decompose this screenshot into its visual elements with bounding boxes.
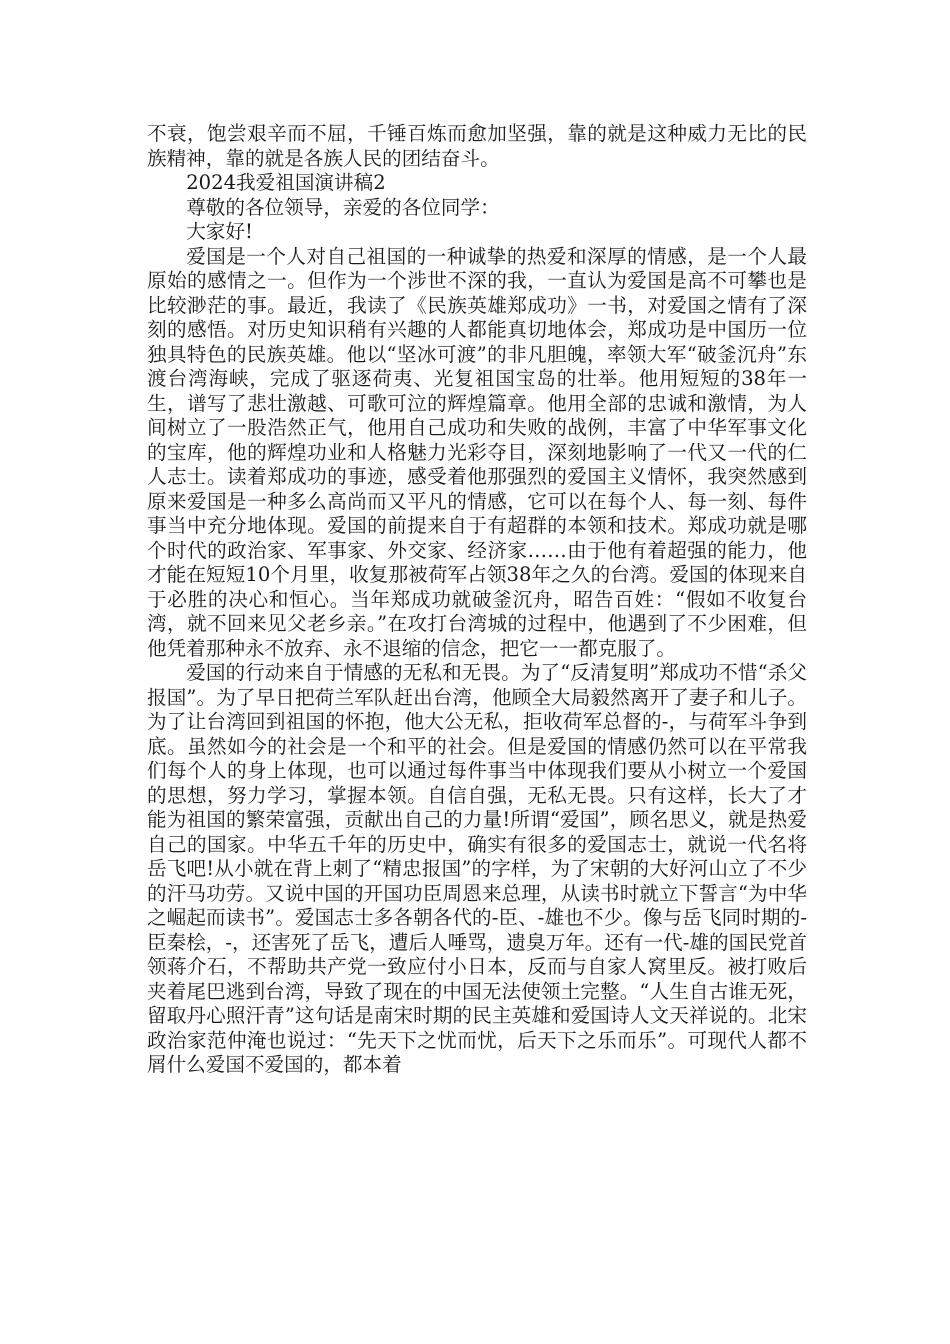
speech-title: 2024我爱祖国演讲稿2 xyxy=(186,171,386,194)
paragraph-zheng-chenggong: 爱国是一个人对自己祖国的一种诚挚的热爱和深厚的情感，是一个人最原始的感情之一。但作为一个涉世不深的我，一直认为爱国是高不可攀也是比较渺茫的事。最近，我读了《民族英雄郑成功》一书，对爱国之情有了深刻的感悟。对历史知识稍有兴趣的人都能真切地体会，郑成功是中国历一位独具特色的民族英雄。他以“坚冰可渡”的非凡胆魄，率领大军“破釜沉舟”东渡台湾海峡，完成了驱逐荷夷、光复祖国宝岛的壮举。他用短短的38年一生，谱写了悲壮激越、可歌可泣的辉煌篇章。他用全部的忠诚和激情，为人间树立了一股浩然正气，他用自己成功和失败的战例，丰富了中华军事文化的宝库，他的辉煌功业和人格魅力光彩夺目，深刻地影响了一代又一代的仁人志士。读着郑成功的事迹，感受着他那强烈的爱国主义情怀，我突然感到原来爱国是一种多么高尚而又平凡的情感，它可以在每个人、每一刻、每件事当中充分地体现。爱国的前提来自于有超群的本领和技术。郑成功就是哪个时代的政治家、军事家、外交家、经济家……由于他有着超强的能力，他才能在短短10个月里，收复那被荷军占领38年之久的台湾。爱国的体现来自于必胜的决心和恒心。当年郑成功就破釜沉舟，昭告百姓：“假如不收复台湾，就不回来见父老乡亲。”在攻打台湾城的过程中，他遇到了不少困难，但他凭着那种永不放弃、永不退缩的信念，把它一一都克服了。 xyxy=(147,244,807,660)
salutation: 尊敬的各位领导，亲爱的各位同学： xyxy=(186,195,500,219)
document-body xyxy=(147,122,807,1078)
paragraph-patriotic-action: 爱国的行动来自于情感的无私和无畏。为了“反清复明”郑成功不惜“杀父报国”。为了早日把荷兰军队赶出台湾，他顾全大局毅然离开了妻子和儿子。为了让台湾回到祖国的怀抱，他大公无私，拒收荷军总督的-，与荷军斗争到底。虽然如今的社会是一个和平的社会。但是爱国的情感仍然可以在平常我们每个人的身上体现，也可以通过每件事当中体现我们要从小树立一个爱国的思想，努力学习，掌握本领。自信自强，无私无畏。只有这样，长大了才能为祖国的繁荣富强，贡献出自己的力量!所谓“爱国”，顾名思义，就是热爱自己的国家。中华五千年的历史中，确实有很多的爱国志士，就说一代名将岳飞吧!从小就在背上刺了“精忠报国”的字样，为了宋朝的大好河山立了不少的汗马功劳。又说中国的开国功臣周恩来总理，从读书时就立下誓言“为中华之崛起而读书”。爱国志士多各朝各代的-臣、-雄也不少。像与岳飞同时期的-臣秦桧，-，还害死了岳飞，遭后人唾骂，遗臭万年。还有一代-雄的国民党首领蒋介石，不帮助共产党一致应付小日本，反而与自家人窝里反。被打败后夹着尾巴逃到台湾，导致了现在的中国无法使领土完整。“人生自古谁无死，留取丹心照汗青”这句话是南宋时期的民主英雄和爱国诗人文天祥说的。北宋政治家范仲淹也说过：“先天下之忧而忧，后天下之乐而乐”。可现代人都不屑什么爱国不爱国的，都本着 xyxy=(147,661,807,1076)
paragraph-continuation: 不衰，饱尝艰辛而不屈，千锤百炼而愈加坚强，靠的就是这种威力无比的民族精神，靠的就是各族人民的团结奋斗。 xyxy=(147,122,807,170)
greeting: 大家好! xyxy=(186,220,253,243)
